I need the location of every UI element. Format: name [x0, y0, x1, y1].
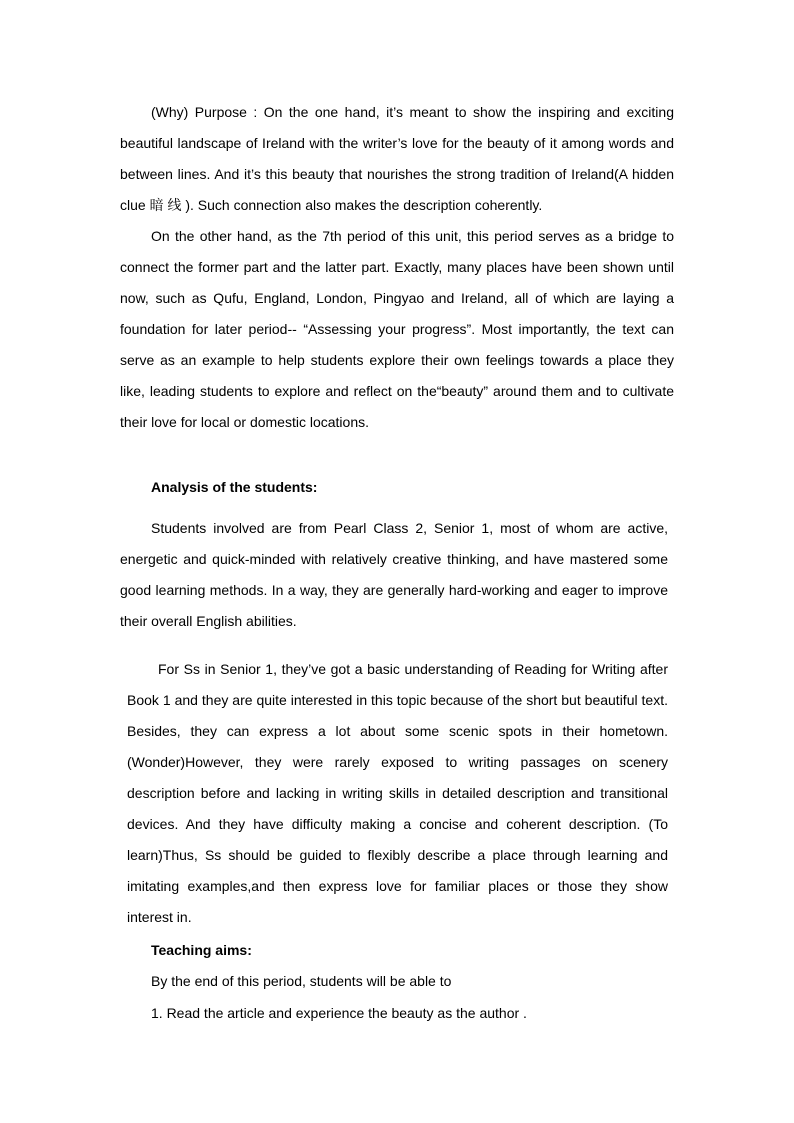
senior-students-paragraph: For Ss in Senior 1, they’ve got a basic understanding of Reading for Writing after Book 1 and they are quite interested in this topic because of the short but beautiful text. Besides, they can express a lot about some scenic spots in their hometown. (Wonder)However, they were rarely exposed to writing passages on scenery description before and lacking in writing skills in detailed description and transitional devices. And they have difficulty making a concise and coherent description. (To learn)Thus, Ss should be guided to flexibly describe a place through learning and imitating examples,and then express love for familiar places or those they show interest in. [127, 661, 668, 925]
students-analysis-heading: Analysis of the students: [151, 479, 318, 495]
students-analysis-paragraph: Students involved are from Pearl Class 2, Senior 1, most of whom are active, energetic and quick-minded with relatively creative thinking, and have mastered some good learning methods. In a way, they are generally hard-working and eager to improve their overall English abilities. [120, 520, 668, 629]
teaching-aim-item-1: 1. Read the article and experience the beauty as the author . [151, 1005, 527, 1021]
teaching-aims-heading: Teaching aims: [151, 942, 252, 958]
purpose-paragraph: (Why) Purpose : On the one hand, it’s meant to show the inspiring and exciting beautiful landscape of Ireland with the writer’s love for the beauty of it among words and between lines. And it’s this beauty that nourishes the strong tradition of Ireland(A hidden clue 暗 线 ). Such connection also makes the description coherently. [120, 104, 674, 213]
teaching-aims-intro: By the end of this period, students will be able to [151, 973, 452, 989]
bridge-paragraph: On the other hand, as the 7th period of this unit, this period serves as a bridge to connect the former part and the latter part. Exactly, many places have been shown until now, such as Qufu, England, London, Pingyao and Ireland, all of which are laying a foundation for later period-- “Assessing your progress”. Most importantly, the text can serve as an example to help students explore their own feelings towards a place they like, leading students to explore and reflect on the“beauty” around them and to cultivate their love for local or domestic locations. [120, 228, 674, 430]
purpose-section [120, 97, 674, 438]
